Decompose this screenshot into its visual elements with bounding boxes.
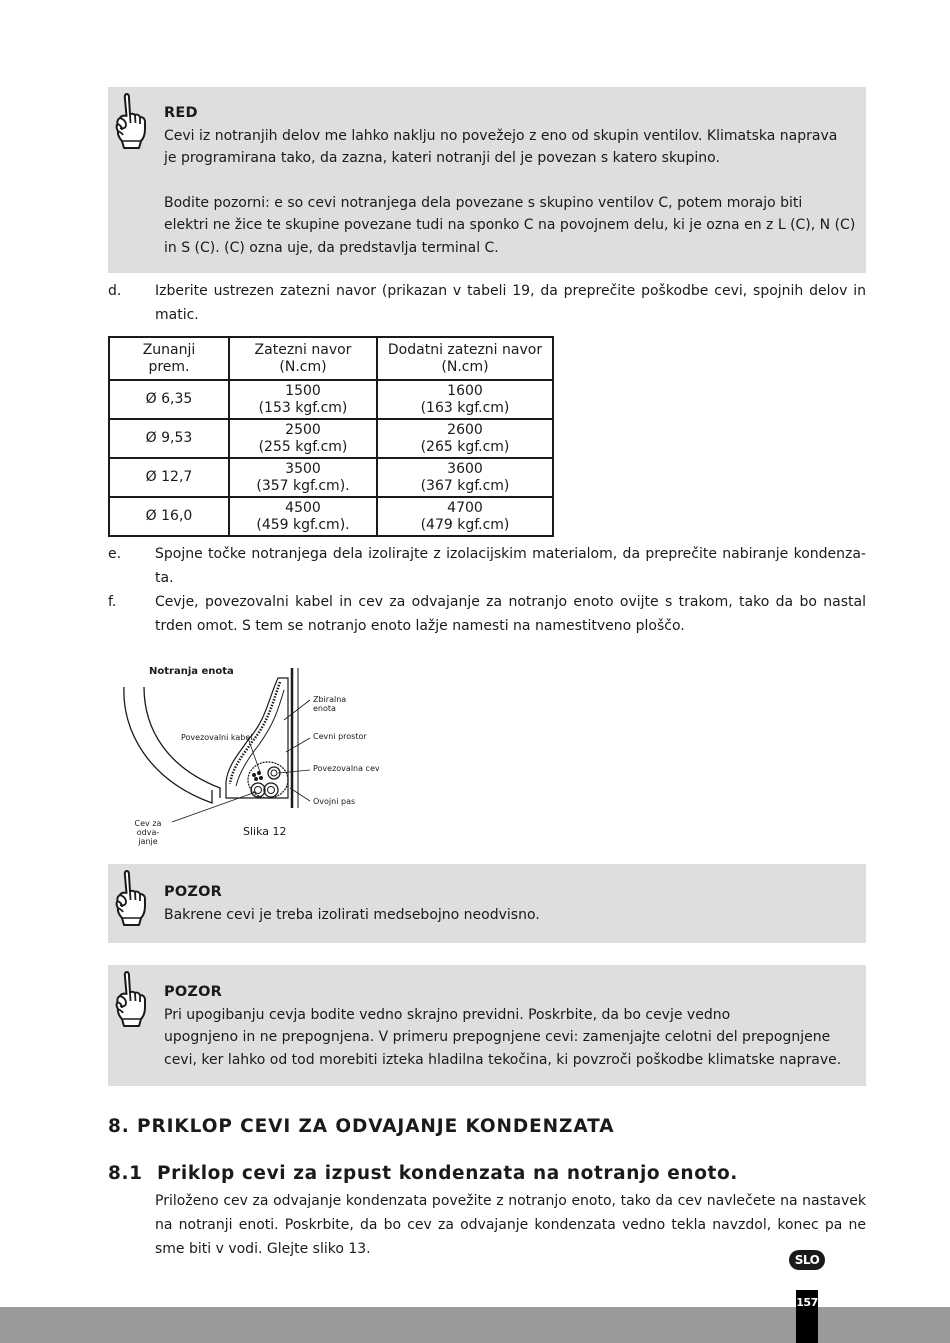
table-row — [109, 458, 553, 497]
pointing-hand-icon — [114, 869, 148, 927]
step-f — [108, 591, 866, 638]
table-header-cell: Dodatni zatezni navor (N.cm) — [377, 337, 553, 380]
page-number: 157 — [796, 1290, 818, 1343]
note-paragraph — [164, 125, 856, 170]
subsection-paragraph: Priloženo cev za odvajanje kondenzata povežite z notranjo enoto, tako da cev navlečete na nastavek na notranji enoti. Poskrbite, da bo cev za odvajanje kondenzata vedno tekla navzdol, konec pa ne sme biti v vodi. Glejte sliko 13. — [155, 1193, 866, 1257]
table-header-cell: Zatezni navor (N.cm) — [229, 337, 377, 380]
language-badge: SLO — [789, 1250, 825, 1270]
label-connecting-pipe: Povezovalna cev — [313, 764, 380, 773]
step-text: Cevje, povezovalni kabel in cev za odvajanje za notranjo enoto ovijte s trakom, tako da bo nastal trden omot. S tem se notranjo enoto lažje namesti na namestitveno ploščo. — [155, 594, 866, 634]
table-cell-torque: 1500 (153 kgf.cm) — [229, 380, 377, 419]
label-collector: Zbiralna enota — [313, 695, 347, 713]
subsection-heading — [108, 1163, 738, 1184]
table-header-row — [109, 337, 553, 380]
list-marker: f. — [108, 594, 117, 610]
section-heading: 8. PRIKLOP CEVI ZA ODVAJANJE KONDENZATA — [108, 1116, 615, 1137]
subsection-title: Priklop cevi za izpust kondenzata na notranjo enoto. — [157, 1163, 738, 1184]
table-cell-torque: 4500 (459 kgf.cm). — [229, 497, 377, 536]
table-cell-extra-torque: 1600 (163 kgf.cm) — [377, 380, 553, 419]
table-cell-extra-torque: 3600 (367 kgf.cm) — [377, 458, 553, 497]
label-wrap: Ovojni pas — [313, 797, 356, 806]
label-drain: Cev za odva- janje — [134, 819, 162, 846]
note-red-body — [164, 102, 856, 259]
note-line: elektri ne žice te skupine povezane tudi na sponko C na povojnem delu, ki je ozna en z L (C), N (C) — [164, 217, 856, 233]
torque-table — [108, 336, 554, 537]
table-cell-diameter: Ø 16,0 — [109, 497, 229, 536]
table-row — [109, 497, 553, 536]
note-line: Pri upogibanju cevja bodite vedno skrajno previdni. Poskrbite, da bo cevje vedno — [164, 1006, 731, 1023]
table-cell-torque: 3500 (357 kgf.cm). — [229, 458, 377, 497]
note-box-pozor — [108, 864, 866, 943]
table-cell-extra-torque: 4700 (479 kgf.cm) — [377, 497, 553, 536]
label-cable: Povezovalni kabel — [181, 733, 253, 742]
note-line: Bodite pozorni: e so cevi notranjega dela povezane s skupino ventilov C, potem morajo biti — [164, 194, 803, 211]
note-line: upognjeno in ne prepognjena. V primeru prepognjene cevi: zamenjajte celotni del prepognjene — [164, 1029, 831, 1045]
step-text: Spojne točke notranjega dela izolirajte z izolacijskim materialom, da preprečite nabiranje kondenza-ta. — [155, 546, 866, 586]
pointing-hand-icon — [114, 970, 148, 1028]
table-row — [109, 419, 553, 458]
note-paragraph — [164, 192, 856, 260]
step-text: Izberite ustrezen zatezni navor (prikazan v tabeli 19, da preprečite poškodbe cevi, spojnih delov in matic. — [155, 283, 866, 323]
table-cell-diameter: Ø 9,53 — [109, 419, 229, 458]
note-title: RED — [164, 105, 198, 121]
note-line: cevi, ker lahko od tod morebiti izteka hladilna tekočina, ki povzroči poškodbe klimatske naprave. — [164, 1051, 842, 1068]
note-title: POZOR — [164, 884, 222, 900]
pointing-hand-icon — [114, 92, 148, 150]
table-row — [109, 380, 553, 419]
note-pozor-body — [164, 881, 856, 926]
label-pipe-space: Cevni prostor — [313, 732, 367, 741]
subsection-number: 8.1 — [108, 1163, 143, 1184]
list-marker: d. — [108, 283, 122, 299]
table-cell-diameter: Ø 6,35 — [109, 380, 229, 419]
note-line: Cevi iz notranjih delov me lahko naklju no povežejo z eno od skupin ventilov. Klimatska naprava — [164, 127, 838, 144]
list-marker: e. — [108, 546, 122, 562]
note-box-pozor — [108, 965, 866, 1086]
note-box-red — [108, 87, 866, 273]
note-line: Bakrene cevi je treba izolirati medsebojno neodvisno. — [164, 906, 540, 923]
table-header-cell: Zunanji prem. — [109, 337, 229, 380]
table-cell-extra-torque: 2600 (265 kgf.cm) — [377, 419, 553, 458]
table-cell-diameter: Ø 12,7 — [109, 458, 229, 497]
indoor-unit-pipe-diagram — [108, 660, 398, 845]
figure-title: Notranja enota — [149, 666, 234, 677]
note-line: je programirana tako, da zazna, kateri notranji del je povezan s katero skupino. — [164, 150, 720, 166]
note-line: in S (C). (C) ozna uje, da predstavlja terminal C. — [164, 239, 499, 256]
step-e — [108, 543, 866, 590]
note-pozor-body — [164, 981, 856, 1071]
figure-12 — [108, 660, 398, 845]
note-title: POZOR — [164, 984, 222, 1000]
figure-caption: Slika 12 — [243, 825, 287, 838]
step-d — [108, 280, 866, 327]
table-cell-torque: 2500 (255 kgf.cm) — [229, 419, 377, 458]
